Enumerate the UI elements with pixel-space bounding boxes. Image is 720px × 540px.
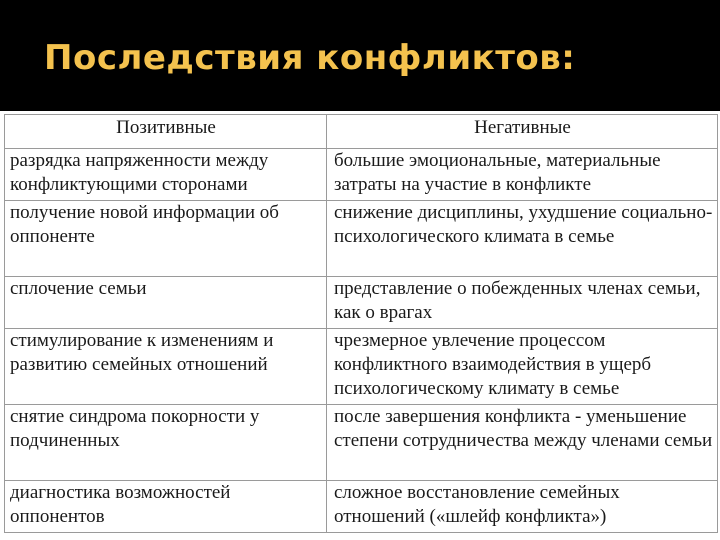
table-row [5,149,718,201]
negative-cell: после завершения конфликта - уменьшение степени сотрудничества между членами семьи [327,405,718,481]
table-row [5,481,718,533]
negative-cell: большие эмоциональные, материальные затраты на участие в конфликте [327,149,718,201]
consequences-table [4,114,718,533]
consequences-table-container [0,111,720,540]
positive-cell: сплочение семьи [5,277,327,329]
header-positive: Позитивные [5,115,327,149]
table-row [5,277,718,329]
positive-cell: снятие синдрома покорности у подчиненных [5,405,327,481]
table-row [5,405,718,481]
negative-cell: чрезмерное увлечение процессом конфликтного взаимодействия в ущерб психологическому климату в семье [327,329,718,405]
positive-cell: стимулирование к изменениям и развитию семейных отношений [5,329,327,405]
table-row [5,201,718,277]
positive-cell: разрядка напряженности между конфликтующими сторонами [5,149,327,201]
negative-cell: снижение дисциплины, ухудшение социально-психологического климата в семье [327,201,718,277]
header-negative: Негативные [327,115,718,149]
positive-cell: диагностика возможностей оппонентов [5,481,327,533]
negative-cell: сложное восстановление семейных отношений («шлейф конфликта») [327,481,718,533]
slide-title: Последствия конфликтов: [44,38,576,78]
positive-cell: получение новой информации об оппоненте [5,201,327,277]
negative-cell: представление о побежденных членах семьи, как о врагах [327,277,718,329]
table-header-row [5,115,718,149]
table-row [5,329,718,405]
